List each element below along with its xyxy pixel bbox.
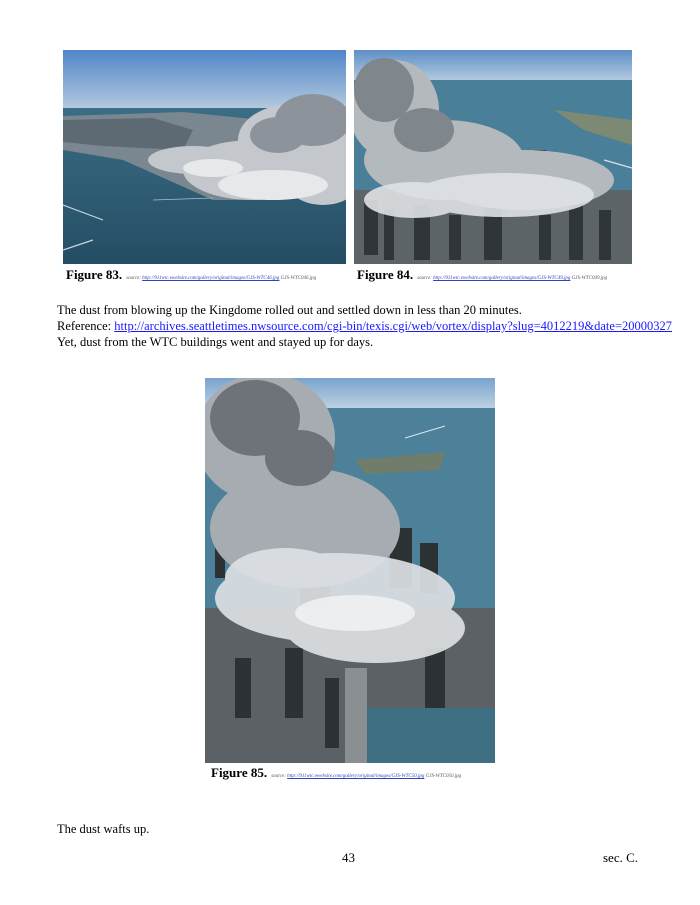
figure-83-filename: GJS-WTC046.jpg	[280, 276, 317, 281]
figure-85-photo	[205, 378, 495, 763]
figure-85-source-word: source:	[271, 774, 286, 779]
figure-85-caption	[211, 764, 501, 782]
figure-83-caption	[66, 266, 346, 284]
body-line-wtc: Yet, dust from the WTC buildings went and stayed up for days.	[57, 335, 374, 349]
figure-84-filename: GJS-WTC049.jpg	[571, 276, 608, 281]
figure-84-caption	[357, 266, 632, 284]
figure-85-filename: GJS-WTC050.jpg	[425, 774, 462, 779]
body-line-kingdome: The dust from blowing up the Kingdome rolled out and settled down in less than 20 minutes.	[57, 303, 522, 317]
reference-label: Reference:	[57, 319, 112, 333]
reference-line	[57, 318, 672, 334]
figure-84-photo	[354, 50, 632, 264]
figure-83-source-word: source:	[126, 276, 141, 281]
figure-83-label: Figure 83.	[66, 267, 123, 282]
closing-line: The dust wafts up.	[57, 822, 150, 836]
reference-link[interactable]: http://archives.seattletimes.nwsource.com/cgi-bin/texis.cgi/web/vortex/display?slug=4012219&date=20000327	[114, 319, 672, 333]
figure-85-source-link[interactable]: http://911wtc.ewebsite.com/gallery/original/images/GJS-WTC50.jpg	[287, 774, 425, 779]
section-label: sec. C.	[603, 850, 639, 865]
figure-85-label: Figure 85.	[211, 765, 268, 780]
figure-83-source-link[interactable]: http://911wtc.ewebsite.com/gallery/original/images/GJS-WTC46.jpg	[142, 276, 280, 281]
page-number: 43	[342, 850, 355, 865]
figure-83-photo	[63, 50, 346, 264]
figure-84-source-word: source:	[417, 276, 432, 281]
figure-84-label: Figure 84.	[357, 267, 414, 282]
figure-84-source-link[interactable]: http://911wtc.ewebsite.com/gallery/original/images/GJS-WTC49.jpg	[433, 276, 571, 281]
